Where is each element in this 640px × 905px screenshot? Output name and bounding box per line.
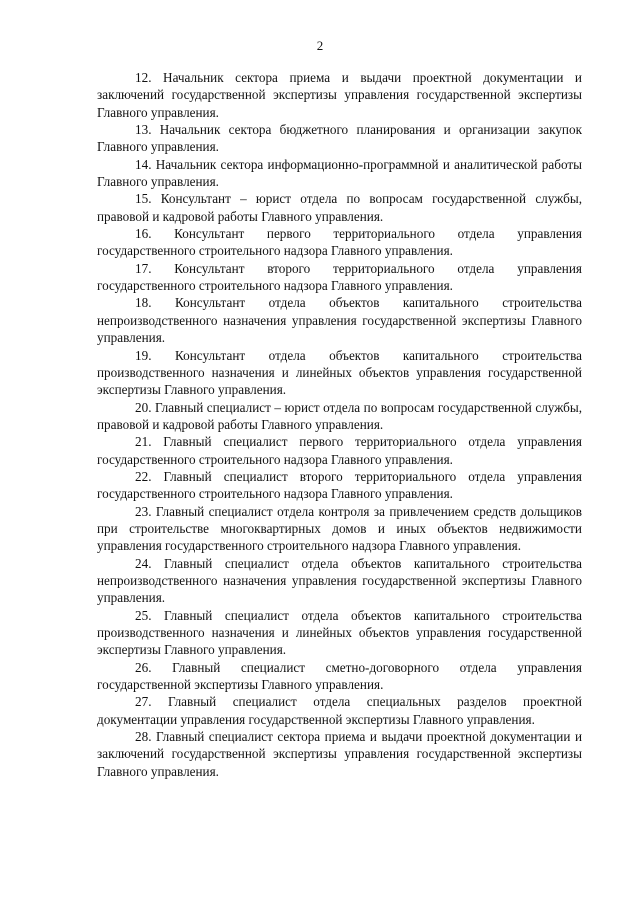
list-item: 15. Консультант – юрист отдела по вопросам государственной службы, правовой и кадровой работы Главного управления. [97,191,582,224]
list-item: 27. Главный специалист отдела специальных разделов проектной документации управления государственной экспертизы Главного управления. [97,694,582,727]
list-item: 17. Консультант второго территориального отдела управления государственного строительного надзора Главного управления. [97,260,582,294]
position-list [97,69,582,780]
page-number: 2 [316,38,324,53]
list-item: 18. Консультант отдела объектов капитального строительства непроизводственного назначения управления государственной экспертизы Главного управления. [97,295,582,346]
list-item: 25. Главный специалист отдела объектов капитального строительства производственного назначения и линейных объектов управления государственной экспертизы Главного управления. [97,607,582,658]
list-item: 12. Начальник сектора приема и выдачи проектной документации и заключений государственной экспертизы управления государственной экспертизы Главного управления. [97,70,582,120]
list-item: 24. Главный специалист отдела объектов капитального строительства непроизводственного назначения управления государственной экспертизы Главного управления. [97,555,582,606]
list-item: 13. Начальник сектора бюджетного планирования и организации закупок Главного управления. [97,122,582,155]
list-item: 22. Главный специалист второго территориального отдела управления государственного строительного надзора Главного управления. [97,468,582,502]
list-item: 21. Главный специалист первого территориального отдела управления государственного строительного надзора Главного управления. [97,434,582,467]
list-item: 20. Главный специалист – юрист отдела по вопросам государственной службы, правовой и кадровой работы Главного управления. [97,399,582,432]
list-item: 14. Начальник сектора информационно-программной и аналитической работы Главного управления. [97,156,582,190]
list-item: 28. Главный специалист сектора приема и выдачи проектной документации и заключений государственной экспертизы управления государственной экспертизы Главного управления. [97,729,582,779]
list-item: 26. Главный специалист сметно-договорного отдела управления государственной экспертизы Главного управления. [97,659,582,693]
list-item: 19. Консультант отдела объектов капитального строительства производственного назначения и линейных объектов управления государственной экспертизы Главного управления. [97,347,582,398]
list-item: 23. Главный специалист отдела контроля за привлечением средств дольщиков при строительстве многоквартирных домов и иных объектов недвижимости управления государственного строительного надзора Главного управления. [97,503,582,554]
list-item: 16. Консультант первого территориального отдела управления государственного строительного надзора Главного управления. [97,226,582,259]
